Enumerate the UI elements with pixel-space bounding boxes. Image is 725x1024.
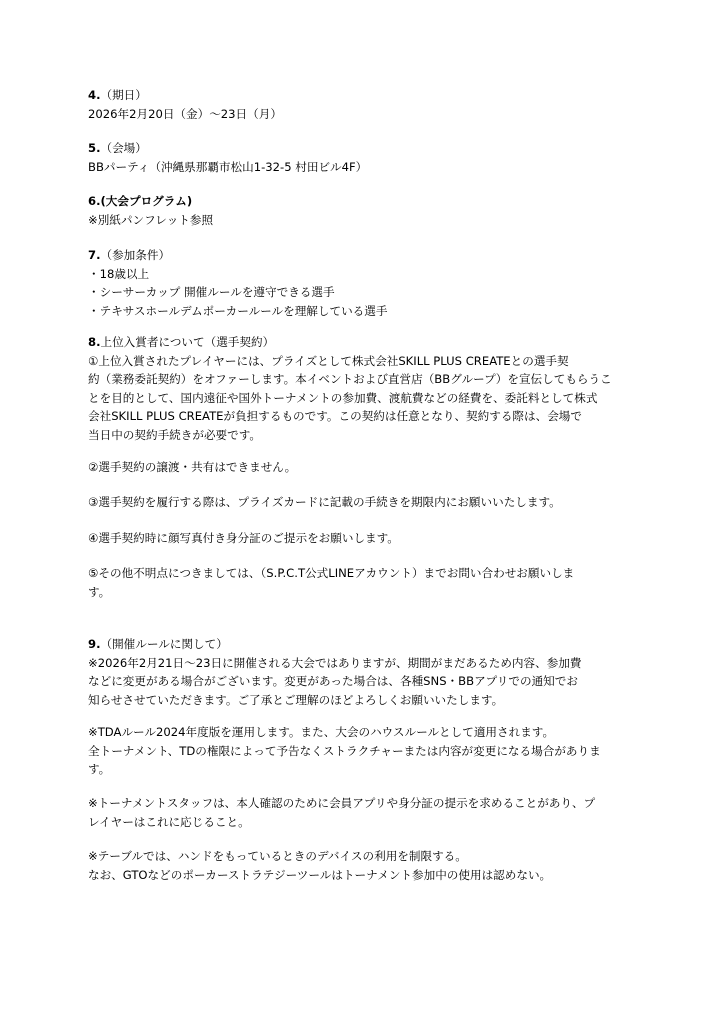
section-9-paragraph-3-line: ※トーナメントスタッフは、本人確認のために会員アプリや身分証の提示を求めることがあり、プ: [88, 796, 596, 810]
section-8-paragraph-1-line: ①上位入賞されたプレイヤーには、プライズとして株式会社SKILL PLUS CREATEとの選手契: [88, 353, 569, 368]
section-8-paragraph-3: ③選手契約を履行する際は、プライズカードに記載の手続きを期限内にお願いいたします。: [88, 495, 561, 509]
section-8-item-4: [88, 529, 648, 548]
section-8-paragraph-5-line: ⑤その他不明点につきましては、（S.P.C.T公式LINEアカウント）までお問い合わせお願いしま: [88, 566, 575, 580]
section-8-number: 8.: [88, 335, 101, 349]
section-7-number: 7.: [88, 248, 101, 262]
section-8-paragraph-4: ④選手契約時に顔写真付き身分証のご提示をお願いします。: [88, 531, 399, 545]
section-8-item-3: [88, 493, 648, 512]
section-4-title: （期日）: [100, 88, 147, 102]
section-7: [88, 246, 648, 320]
section-9-devices: [88, 847, 648, 884]
section-9-paragraph-4-line: ※テーブルでは、ハンドをもっているときのデバイスの利用を制限する。: [88, 849, 467, 863]
section-5-title: （会場）: [100, 141, 147, 155]
section-9-paragraph-1-line: ※2026年2月21日～23日に開催される大会ではありますが、期間がまだあるため内容、参加費: [88, 655, 582, 670]
section-9-number: 9.: [88, 637, 101, 651]
section-8-item-2: [88, 458, 648, 477]
section-9-paragraph-3-line: レイヤーはこれに応じること。: [88, 814, 250, 829]
section-8-heading: [88, 333, 648, 352]
section-8-paragraph-1-line: 当日中の契約手続きが必要です。: [88, 427, 261, 442]
section-9: [88, 635, 648, 709]
section-8-title: 上位入賞者について（選手契約）: [100, 335, 275, 349]
section-4: [88, 86, 648, 123]
section-7-heading: [88, 246, 648, 265]
section-8-paragraph-1-line: 会社SKILL PLUS CREATEが負担するものです。この契約は任意となり、契約する際は、会場で: [88, 409, 582, 424]
condition-item: ・18歳以上: [88, 266, 150, 281]
program-note: ※別紙パンフレット参照: [88, 212, 214, 227]
section-8-item-5: [88, 564, 648, 601]
section-9-paragraph-2-line: 全トーナメント、TDの権限によって予告なくストラクチャーまたは内容が変更になる場合がありま: [88, 743, 601, 758]
condition-item: ・シーサーカップ 開催ルールを遵守できる選手: [88, 285, 335, 300]
section-9-paragraph-2-line: ※TDAルール2024年度版を運用します。また、大会のハウスルールとして適用されます。: [88, 725, 555, 739]
section-9-paragraph-1-line: 知らせさせていただきます。ご了承とご理解のほどよろしくお願いいたします。: [88, 692, 504, 707]
section-6-title: (大会プログラム): [100, 194, 193, 208]
section-9-staff: [88, 794, 648, 831]
section-9-paragraph-4-line: なお、GTOなどのポーカーストラテジーツールはトーナメント参加中の使用は認めない。: [88, 867, 552, 882]
section-9-rules: [88, 723, 648, 779]
venue-address: BBパーティ（沖縄県那覇市松山1-32-5 村田ビル4F）: [88, 159, 368, 174]
section-7-title: （参加条件）: [100, 248, 171, 262]
section-9-paragraph-2-line: す。: [88, 762, 111, 777]
section-8-paragraph-1-line: とを目的として、国内遠征や国外トーナメントの参加費、渡航費などの経費を、委託料として株式: [88, 390, 598, 405]
section-9-heading: [88, 635, 648, 654]
section-4-number: 4.: [88, 88, 101, 102]
section-8-paragraph-2: ②選手契約の譲渡・共有はできません。: [88, 460, 297, 474]
section-8: [88, 333, 648, 445]
condition-item: ・テキサスホールデムポーカールールを理解している選手: [88, 303, 388, 318]
section-8-paragraph-1-line: 約（業務委託契約）をオファーします。本イベントおよび直営店（BBグループ）を宣伝してもらうこ: [88, 372, 612, 387]
section-9-paragraph-1-line: などに変更がある場合がございます。変更があった場合は、各種SNS・BBアプリでの通知でお: [88, 674, 578, 689]
section-5: [88, 139, 648, 176]
section-4-heading: [88, 86, 648, 105]
section-5-heading: [88, 139, 648, 158]
section-8-paragraph-5-line: す。: [88, 584, 111, 599]
section-9-title: （開催ルールに関して）: [100, 637, 228, 651]
section-6-number: 6.: [88, 194, 101, 208]
section-5-number: 5.: [88, 141, 101, 155]
event-dates: 2026年2月20日（金）～23日（月）: [88, 106, 282, 121]
section-6-heading: [88, 192, 648, 211]
section-6: [88, 192, 648, 229]
